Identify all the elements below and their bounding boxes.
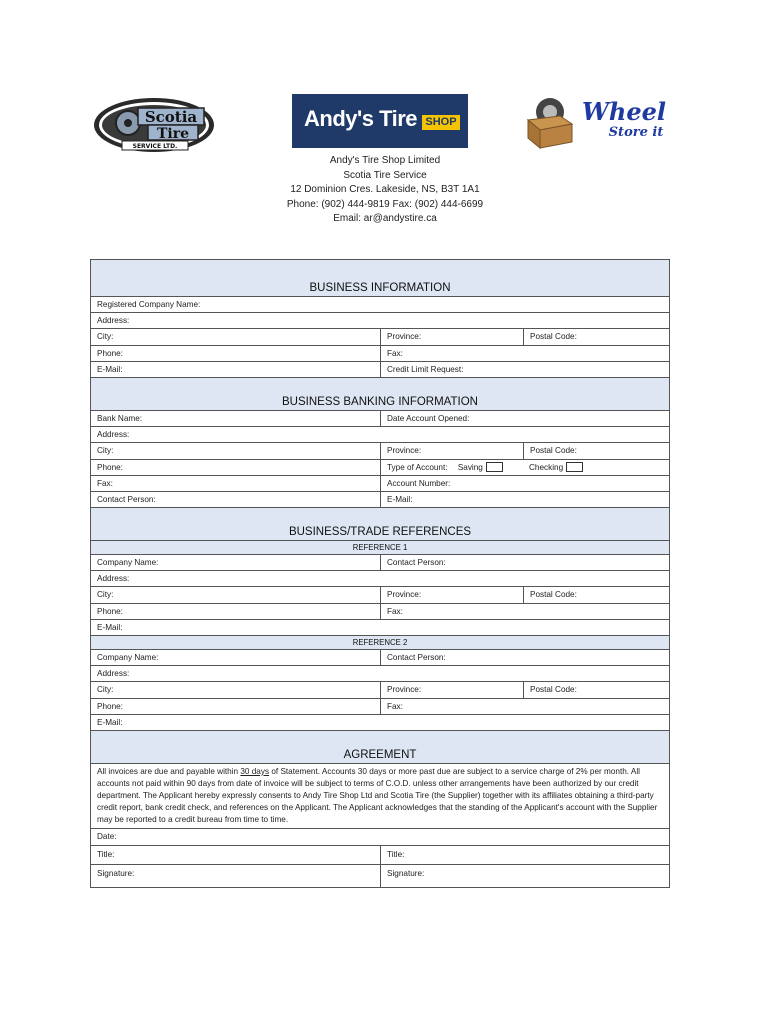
bank-address-field[interactable]: Address: <box>97 430 130 440</box>
scotia-tire-logo <box>92 96 216 154</box>
ref2-phone-field[interactable]: Phone: <box>97 701 123 711</box>
business-address-field[interactable]: Address: <box>97 316 130 326</box>
date-opened-field[interactable]: Date Account Opened: <box>380 411 669 426</box>
business-province-field[interactable]: Province: <box>380 329 523 344</box>
account-number-field[interactable]: Account Number: <box>380 476 669 491</box>
ref1-email-field[interactable]: E-Mail: <box>97 622 123 632</box>
checking-cell <box>523 460 669 475</box>
andys-tire-logo <box>292 94 468 148</box>
bank-postal-field[interactable]: Postal Code: <box>523 443 669 458</box>
bank-phone-row <box>91 460 669 476</box>
bank-name-field[interactable]: Bank Name: <box>97 413 143 423</box>
ref1-address-row <box>91 571 669 587</box>
business-city-row <box>91 329 669 345</box>
ref2-company-row <box>91 650 669 666</box>
ref2-phone-row <box>91 699 669 715</box>
business-fax-field[interactable]: Fax: <box>380 346 669 361</box>
credit-application-form <box>90 259 670 888</box>
agreement-title: AGREEMENT <box>343 748 417 761</box>
ref1-company-row <box>91 555 669 571</box>
agreement-title-row <box>91 846 669 866</box>
business-info-heading <box>91 260 669 297</box>
references-heading <box>91 508 669 541</box>
wheel-logo-line1: Wheel <box>581 97 667 126</box>
registered-name-field[interactable]: Registered Company Name: <box>97 300 201 309</box>
ref1-company-field[interactable]: Company Name: <box>97 558 159 568</box>
business-phone-field[interactable]: Phone: <box>97 348 123 358</box>
ref2-city-field[interactable]: City: <box>97 685 114 695</box>
ref2-fax-field[interactable]: Fax: <box>380 699 669 714</box>
company-email: Email: ar@andystire.ca <box>333 213 437 225</box>
ref1-address-field[interactable]: Address: <box>97 574 130 584</box>
company-address: 12 Dominion Cres. Lakeside, NS, B3T 1A1 <box>290 184 480 196</box>
agreement-title-right-field[interactable]: Title: <box>380 846 669 865</box>
scotia-logo-line2: Tire <box>156 126 190 142</box>
ref1-city-field[interactable]: City: <box>97 590 114 600</box>
agreement-text <box>91 764 669 829</box>
business-email-row <box>91 362 669 378</box>
ref1-contact-field[interactable]: Contact Person: <box>380 555 669 570</box>
ref2-address-row <box>91 666 669 682</box>
credit-limit-field[interactable]: Credit Limit Request: <box>380 362 669 377</box>
references-title: BUSINESS/TRADE REFERENCES <box>288 526 472 539</box>
saving-label: Saving <box>457 462 483 472</box>
checking-checkbox[interactable] <box>566 462 583 472</box>
agreement-30-days: 30 days <box>240 766 270 776</box>
bank-contact-field[interactable]: Contact Person: <box>97 494 156 504</box>
agreement-heading <box>91 731 669 764</box>
ref1-fax-field[interactable]: Fax: <box>380 604 669 619</box>
ref1-postal-field[interactable]: Postal Code: <box>523 587 669 602</box>
saving-checkbox[interactable] <box>486 462 503 472</box>
company-phone-fax: Phone: (902) 444-9819 Fax: (902) 444-6699 <box>286 198 484 210</box>
business-postal-field[interactable]: Postal Code: <box>523 329 669 344</box>
wheel-store-it-logo <box>524 94 684 150</box>
bank-name-row <box>91 411 669 427</box>
ref1-email-row <box>91 620 669 636</box>
bank-city-field[interactable]: City: <box>97 446 114 456</box>
agreement-date-row <box>91 829 669 845</box>
bank-province-field[interactable]: Province: <box>380 443 523 458</box>
agreement-signature-left-field[interactable]: Signature: <box>97 869 135 879</box>
reference-1-heading: REFERENCE 1 <box>91 541 669 555</box>
business-phone-row <box>91 346 669 362</box>
business-info-title: BUSINESS INFORMATION <box>309 282 451 294</box>
agreement-signature-row <box>91 865 669 887</box>
ref1-city-row <box>91 587 669 603</box>
ref2-email-row <box>91 715 669 731</box>
ref2-province-field[interactable]: Province: <box>380 682 523 697</box>
business-city-field[interactable]: City: <box>97 332 114 342</box>
banking-info-heading <box>91 378 669 411</box>
agreement-title-left-field[interactable]: Title: <box>97 849 115 859</box>
bank-contact-row <box>91 492 669 508</box>
agreement-text-rest: of Statement. Accounts 30 days or more past due are subject to a service charge of 2% per month. All accounts not paid within 90 days from date of invoice will be subject to terms of C.O.D. unless other arrangements have been authorized by our credit department. The Applicant hereby expressly consents to Andy Tire Shop Ltd and Scotia Tire (the Supplier) together with its affiliates obtaining a third-party credit report, bank credit check, and references on the Applicant. The Applicant acknowledges that the standing of the Applicant's account with the Supplier may be reported to a credit bureau from time to time. <box>97 766 658 825</box>
bank-fax-row <box>91 476 669 492</box>
account-type-label: Type of Account: <box>387 462 448 472</box>
banking-info-title: BUSINESS BANKING INFORMATION <box>282 395 478 408</box>
company-name: Andy's Tire Shop Limited <box>329 155 441 166</box>
bank-fax-field[interactable]: Fax: <box>97 478 113 488</box>
company-sister: Scotia Tire Service <box>343 169 427 181</box>
bank-city-row <box>91 443 669 459</box>
ref1-province-field[interactable]: Province: <box>380 587 523 602</box>
bank-address-row <box>91 427 669 443</box>
ref2-email-field[interactable]: E-Mail: <box>97 717 123 727</box>
bank-email-field[interactable]: E-Mail: <box>380 492 669 507</box>
business-address-row <box>91 313 669 329</box>
andys-logo-name: Andy's Tire <box>304 106 418 131</box>
reference-2-heading: REFERENCE 2 <box>91 636 669 650</box>
account-type-cell <box>380 460 523 475</box>
ref2-contact-field[interactable]: Contact Person: <box>380 650 669 665</box>
checking-label: Checking <box>529 462 564 472</box>
ref2-postal-field[interactable]: Postal Code: <box>523 682 669 697</box>
registered-name-row <box>91 297 669 313</box>
company-header <box>0 154 770 227</box>
agreement-date-field[interactable]: Date: <box>97 832 117 842</box>
scotia-logo-line1: Scotia <box>144 108 198 126</box>
ref1-phone-row <box>91 604 669 620</box>
agreement-signature-right-field[interactable]: Signature: <box>380 865 669 887</box>
scotia-logo-line3: SERVICE LTD. <box>132 143 178 150</box>
ref2-address-field[interactable]: Address: <box>97 669 130 679</box>
business-email-field[interactable]: E-Mail: <box>97 364 123 374</box>
ref1-phone-field[interactable]: Phone: <box>97 606 123 616</box>
wheel-logo-line2: Store it <box>608 125 664 140</box>
bank-phone-field[interactable]: Phone: <box>97 462 123 472</box>
agreement-text-start: All invoices are due and payable within <box>97 766 241 776</box>
andys-logo-shop-badge: SHOP <box>422 115 460 130</box>
ref2-city-row <box>91 682 669 698</box>
ref2-company-field[interactable]: Company Name: <box>97 653 159 662</box>
